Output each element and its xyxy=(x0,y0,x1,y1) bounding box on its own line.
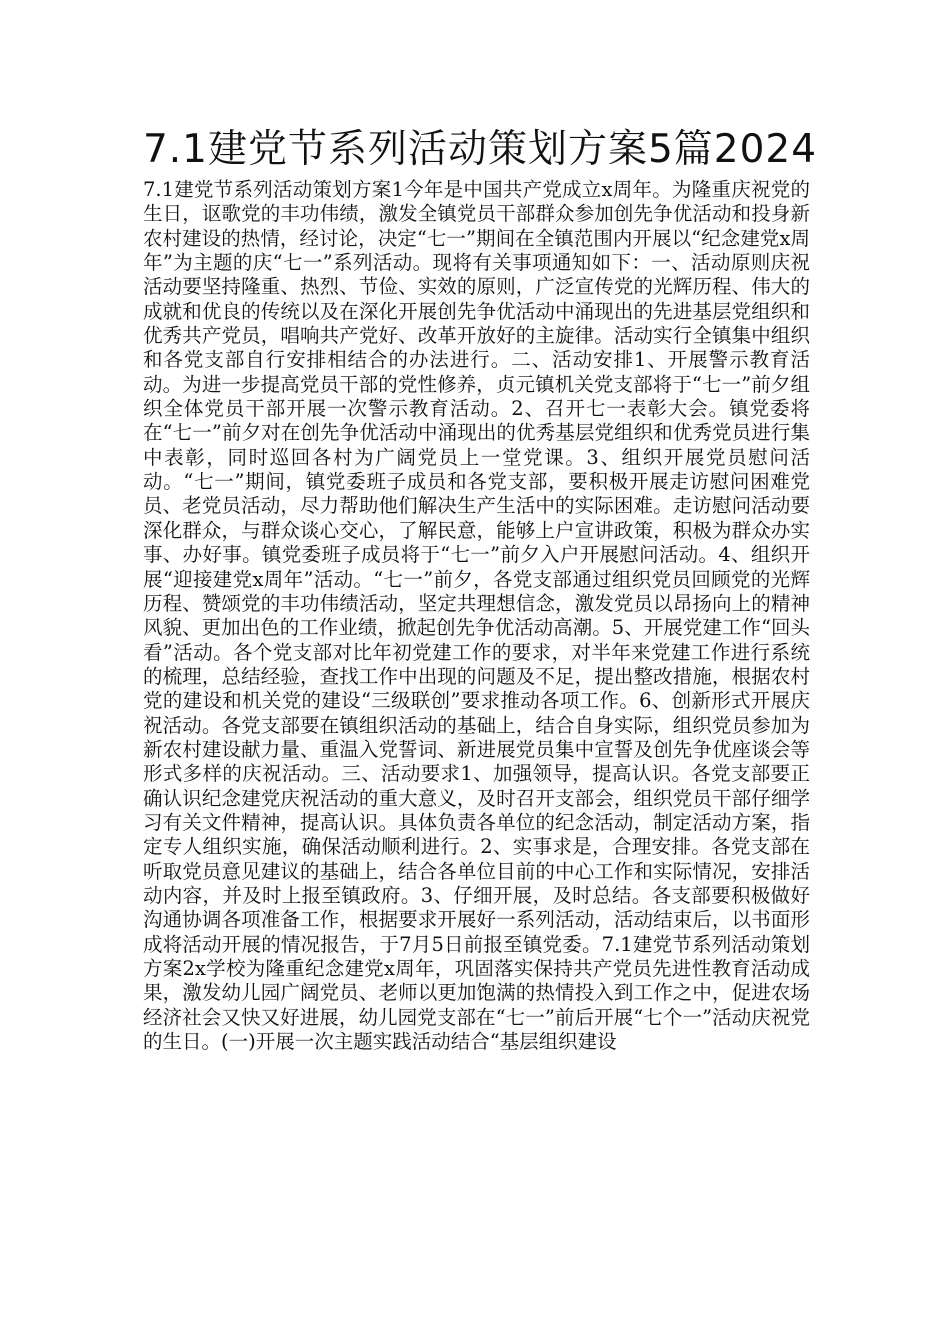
document-title: 7.1建党节系列活动策划方案5篇2024 xyxy=(142,127,818,172)
document-body-text: 7.1建党节系列活动策划方案1今年是中国共产党成立x周年。为隆重庆祝党的生日，讴歌党的丰功伟绩，激发全镇党员干部群众参加创先争优活动和投身新农村建设的热情，经讨论，决定“七一”期间在全镇范围内开展以“纪念建党x周年”为主题的庆“七一”系列活动。现将有关事项通知如下：一、活动原则庆祝活动要坚持隆重、热烈、节俭、实效的原则，广泛宣传党的光辉历程、伟大的成就和优良的传统以及在深化开展创先争优活动中涌现出的先进基层党组织和优秀共产党员，唱响共产党好、改革开放好的主旋律。活动实行全镇集中组织和各党支部自行安排相结合的办法进行。二、活动安排1、开展警示教育活动。为进一步提高党员干部的党性修养，贞元镇机关党支部将于“七一”前夕组织全体党员干部开展一次警示教育活动。2、召开七一表彰大会。镇党委将在“七一”前夕对在创先争优活动中涌现出的优秀基层党组织和优秀党员进行集中表彰，同时巡回各村为广阔党员上一堂党课。3、组织开展党员慰问活动。“七一”期间，镇党委班子成员和各党支部，要积极开展走访慰问困难党员、老党员活动，尽力帮助他们解决生产生活中的实际困难。走访慰问活动要深化群众，与群众谈心交心，了解民意，能够上户宣讲政策，积极为群众办实事、办好事。镇党委班子成员将于“七一”前夕入户开展慰问活动。4、组织开展“迎接建党x周年”活动。“七一”前夕，各党支部通过组织党员回顾党的光辉历程、赞颂党的丰功伟绩活动，坚定共理想信念，激发党员以昂扬向上的精神风貌、更加出色的工作业绩，掀起创先争优活动高潮。5、开展党建工作“回头看”活动。各个党支部对比年初党建工作的要求，对半年来党建工作进行系统的梳理，总结经验，查找工作中出现的问题及不足，提出整改措施，根据农村党的建设和机关党的建设“三级联创”要求推动各项工作。6、创新形式开展庆祝活动。各党支部要在镇组织活动的基础上，结合自身实际，组织党员参加为新农村建设献力量、重温入党誓词、新进展党员集中宣誓及创先争优座谈会等形式多样的庆祝活动。三、活动要求1、加强领导，提高认识。各党支部要正确认识纪念建党庆祝活动的重大意义，及时召开支部会，组织党员干部仔细学习有关文件精神，提高认识。具体负责各单位的纪念活动，制定活动方案，指定专人组织实施，确保活动顺利进行。2、实事求是，合理安排。各党支部在听取党员意见建议的基础上，结合各单位目前的中心工作和实际情况，安排活动内容，并及时上报至镇政府。3、仔细开展，及时总结。各支部要积极做好沟通协调各项准备工作，根据要求开展好一系列活动，活动结束后，以书面形成将活动开展的情况报告，于7月5日前报至镇党委。7.1建党节系列活动策划方案2x学校为隆重纪念建党x周年，巩固落实保持共产党员先进性教育活动成果，激发幼儿园广阔党员、老师以更加饱满的热情投入到工作之中，促进农场经济社会又快又好进展，幼儿园党支部在“七一”前后开展“七个一”活动庆祝党的生日。(一)开展一次主题实践活动结合“基层组织建设 xyxy=(143,178,810,1054)
